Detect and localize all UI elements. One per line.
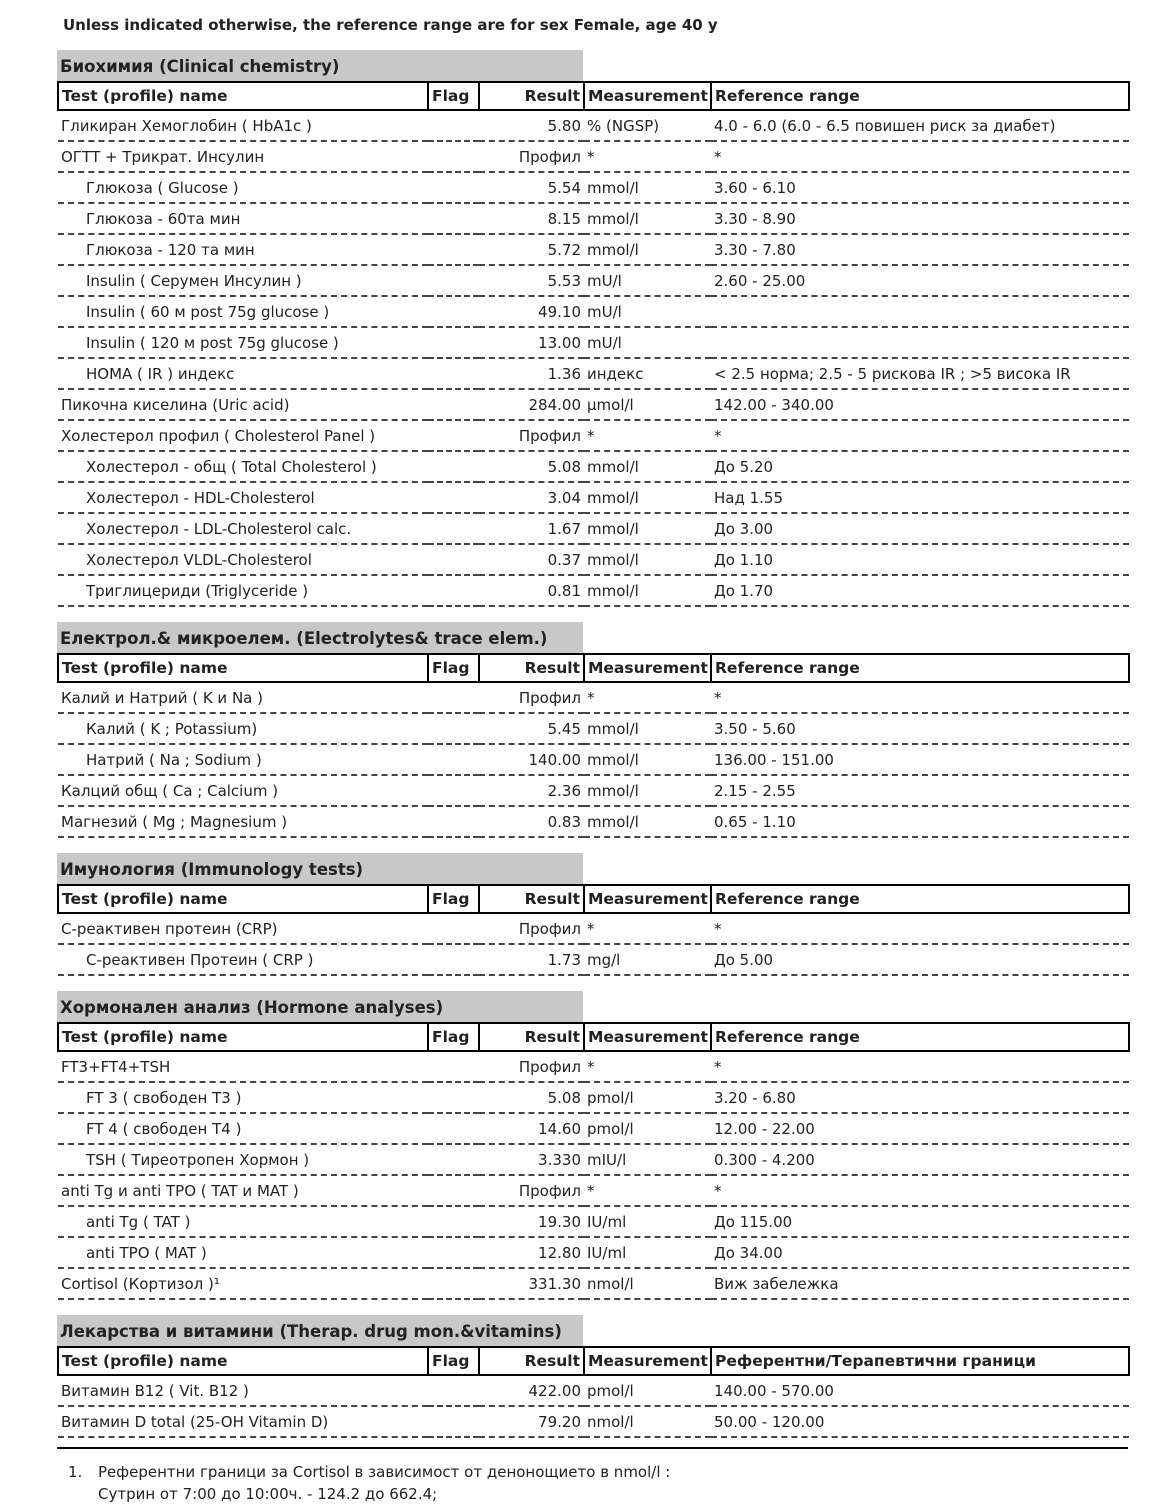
results-table (57, 884, 1130, 976)
test-name: Витамин B12 ( Vit. B12 ) (58, 1375, 428, 1406)
table-row (58, 358, 1129, 389)
result-value: 5.53 (479, 265, 584, 296)
table-row (58, 513, 1129, 544)
result-value: 5.54 (479, 172, 584, 203)
flag-cell (428, 141, 479, 172)
flag-cell (428, 451, 479, 482)
result-value: 140.00 (479, 744, 584, 775)
reference-range: 3.50 - 5.60 (711, 713, 1129, 744)
result-value: 0.83 (479, 806, 584, 837)
section-title: Електрол.& микроелем. (Electrolytes& trace elem.) (57, 622, 583, 653)
flag-cell (428, 682, 479, 713)
result-value: 79.20 (479, 1406, 584, 1437)
flag-cell (428, 482, 479, 513)
section (57, 622, 1128, 838)
measurement-unit: mmol/l (584, 713, 711, 744)
test-name: FT 3 ( свободен T3 ) (58, 1082, 428, 1113)
header-result: Result (479, 1023, 584, 1051)
footnote-line: Сутрин от 7:00 до 10:00ч. - 124.2 до 662.4; (98, 1485, 438, 1503)
flag-cell (428, 203, 479, 234)
test-name: С-реактивен протеин (CRP) (58, 913, 428, 944)
test-name: Гликиран Хемоглобин ( HbA1c ) (58, 110, 428, 141)
measurement-unit: mmol/l (584, 482, 711, 513)
flag-cell (428, 110, 479, 141)
table-row (58, 389, 1129, 420)
test-name: Insulin ( 120 м post 75g glucose ) (58, 327, 428, 358)
table-row (58, 327, 1129, 358)
header-flag: Flag (428, 1023, 479, 1051)
flag-cell (428, 1268, 479, 1299)
table-row (58, 944, 1129, 975)
result-value: 49.10 (479, 296, 584, 327)
result-value: Профил (479, 1051, 584, 1082)
test-name: Холестерол - HDL-Cholesterol (58, 482, 428, 513)
table-row (58, 234, 1129, 265)
table-row (58, 744, 1129, 775)
flag-cell (428, 1406, 479, 1437)
test-name: С-реактивен Протеин ( CRP ) (58, 944, 428, 975)
measurement-unit: µmol/l (584, 389, 711, 420)
reference-range: 0.300 - 4.200 (711, 1144, 1129, 1175)
header-reference: Reference range (711, 654, 1129, 682)
header-reference: Референтни/Терапевтични граници (711, 1347, 1129, 1375)
test-name: Холестерол - LDL-Cholesterol calc. (58, 513, 428, 544)
result-value: 284.00 (479, 389, 584, 420)
header-result: Result (479, 1347, 584, 1375)
reference-range: 136.00 - 151.00 (711, 744, 1129, 775)
table-header (58, 1347, 1129, 1375)
table-row (58, 1268, 1129, 1299)
table-row (58, 1175, 1129, 1206)
flag-cell (428, 420, 479, 451)
measurement-unit: mIU/l (584, 1144, 711, 1175)
table-row (58, 420, 1129, 451)
test-name: Витамин D total (25-OH Vitamin D) (58, 1406, 428, 1437)
table-row (58, 806, 1129, 837)
flag-cell (428, 1113, 479, 1144)
flag-cell (428, 806, 479, 837)
reference-range: < 2.5 норма; 2.5 - 5 рискова IR ; >5 висока IR (711, 358, 1129, 389)
test-name: TSH ( Тиреотропен Хормон ) (58, 1144, 428, 1175)
table-row (58, 1144, 1129, 1175)
measurement-unit: nmol/l (584, 1406, 711, 1437)
header-measurement: Measurement (584, 654, 711, 682)
result-value: 13.00 (479, 327, 584, 358)
table-row (58, 1237, 1129, 1268)
header-measurement: Measurement (584, 1023, 711, 1051)
flag-cell (428, 575, 479, 606)
reference-range: 2.15 - 2.55 (711, 775, 1129, 806)
results-sections (57, 50, 1128, 1453)
flag-cell (428, 1206, 479, 1237)
section (57, 853, 1128, 976)
results-table (57, 81, 1130, 607)
measurement-unit: mg/l (584, 944, 711, 975)
result-value: 8.15 (479, 203, 584, 234)
test-name: Калий ( K ; Potassium) (58, 713, 428, 744)
header-measurement: Measurement (584, 885, 711, 913)
result-value: 331.30 (479, 1268, 584, 1299)
flag-cell (428, 1144, 479, 1175)
results-table (57, 1346, 1130, 1438)
reference-range: До 115.00 (711, 1206, 1129, 1237)
footnote-number: 1. (68, 1463, 83, 1481)
reference-range: * (711, 141, 1129, 172)
result-value: Профил (479, 1175, 584, 1206)
flag-cell (428, 296, 479, 327)
table-header (58, 82, 1129, 110)
result-value: 2.36 (479, 775, 584, 806)
test-name: Холестерол - общ ( Total Cholesterol ) (58, 451, 428, 482)
reference-range: 2.60 - 25.00 (711, 265, 1129, 296)
reference-range: 50.00 - 120.00 (711, 1406, 1129, 1437)
result-value: 3.04 (479, 482, 584, 513)
measurement-unit: nmol/l (584, 1268, 711, 1299)
header-measurement: Measurement (584, 1347, 711, 1375)
result-value: 14.60 (479, 1113, 584, 1144)
result-value: Профил (479, 141, 584, 172)
flag-cell (428, 513, 479, 544)
test-name: Cortisol (Кортизол )¹ (58, 1268, 428, 1299)
flag-cell (428, 1082, 479, 1113)
reference-range: 3.60 - 6.10 (711, 172, 1129, 203)
measurement-unit: индекс (584, 358, 711, 389)
measurement-unit: * (584, 913, 711, 944)
reference-range: 3.30 - 7.80 (711, 234, 1129, 265)
table-row (58, 1051, 1129, 1082)
reference-range: * (711, 913, 1129, 944)
result-value: 422.00 (479, 1375, 584, 1406)
table-row (58, 713, 1129, 744)
flag-cell (428, 744, 479, 775)
header-name: Test (profile) name (58, 82, 428, 110)
flag-cell (428, 713, 479, 744)
section-title: Биохимия (Clinical chemistry) (57, 50, 583, 81)
measurement-unit: pmol/l (584, 1113, 711, 1144)
table-row (58, 141, 1129, 172)
reference-range: Виж забележка (711, 1268, 1129, 1299)
measurement-unit: IU/ml (584, 1237, 711, 1268)
reference-range: * (711, 420, 1129, 451)
result-value: 5.45 (479, 713, 584, 744)
reference-range: 0.65 - 1.10 (711, 806, 1129, 837)
test-name: Insulin ( Серумен Инсулин ) (58, 265, 428, 296)
table-row (58, 265, 1129, 296)
test-name: anti Tg ( TAT ) (58, 1206, 428, 1237)
measurement-unit: mU/l (584, 296, 711, 327)
reference-range: 142.00 - 340.00 (711, 389, 1129, 420)
section-title: Имунология (Immunology tests) (57, 853, 583, 884)
table-row (58, 203, 1129, 234)
test-name: Глюкоза ( Glucose ) (58, 172, 428, 203)
reference-range: 12.00 - 22.00 (711, 1113, 1129, 1144)
test-name: Калций общ ( Ca ; Calcium ) (58, 775, 428, 806)
section (57, 991, 1128, 1300)
measurement-unit: mU/l (584, 327, 711, 358)
measurement-unit: mmol/l (584, 451, 711, 482)
test-name: Пикочна киселина (Uric acid) (58, 389, 428, 420)
flag-cell (428, 234, 479, 265)
flag-cell (428, 913, 479, 944)
header-reference: Reference range (711, 1023, 1129, 1051)
test-name: Калий и Натрий ( K и Na ) (58, 682, 428, 713)
reference-range: 3.20 - 6.80 (711, 1082, 1129, 1113)
test-name: Натрий ( Na ; Sodium ) (58, 744, 428, 775)
table-row (58, 110, 1129, 141)
header-name: Test (profile) name (58, 1347, 428, 1375)
reference-range: 3.30 - 8.90 (711, 203, 1129, 234)
test-name: FT3+FT4+TSH (58, 1051, 428, 1082)
result-value: 5.72 (479, 234, 584, 265)
header-flag: Flag (428, 885, 479, 913)
header-measurement: Measurement (584, 82, 711, 110)
result-value: Профил (479, 913, 584, 944)
table-row (58, 775, 1129, 806)
reference-range: До 1.10 (711, 544, 1129, 575)
reference-range: Над 1.55 (711, 482, 1129, 513)
flag-cell (428, 944, 479, 975)
table-header (58, 1023, 1129, 1051)
test-name: Триглицериди (Triglyceride ) (58, 575, 428, 606)
table-row (58, 172, 1129, 203)
reference-range: До 34.00 (711, 1237, 1129, 1268)
reference-range (711, 296, 1129, 327)
measurement-unit: mmol/l (584, 575, 711, 606)
section-title: Лекарства и витамини (Therap. drug mon.&vitamins) (57, 1315, 583, 1346)
test-name: Холестерол VLDL-Cholesterol (58, 544, 428, 575)
test-name: anti Tg и anti TPO ( TAT и MAT ) (58, 1175, 428, 1206)
test-name: anti TPO ( MAT ) (58, 1237, 428, 1268)
measurement-unit: * (584, 682, 711, 713)
test-name: HOMA ( IR ) индекс (58, 358, 428, 389)
table-row (58, 1082, 1129, 1113)
measurement-unit: mmol/l (584, 744, 711, 775)
result-value: Профил (479, 420, 584, 451)
measurement-unit: mmol/l (584, 203, 711, 234)
measurement-unit: % (NGSP) (584, 110, 711, 141)
section (57, 50, 1128, 607)
measurement-unit: IU/ml (584, 1206, 711, 1237)
header-result: Result (479, 885, 584, 913)
test-name: Глюкоза - 120 та мин (58, 234, 428, 265)
test-name: Глюкоза - 60та мин (58, 203, 428, 234)
reference-range: 140.00 - 570.00 (711, 1375, 1129, 1406)
measurement-unit: * (584, 420, 711, 451)
results-table (57, 1022, 1130, 1300)
test-name: Магнезий ( Mg ; Magnesium ) (58, 806, 428, 837)
flag-cell (428, 327, 479, 358)
result-value: 1.73 (479, 944, 584, 975)
header-name: Test (profile) name (58, 654, 428, 682)
reference-range: * (711, 1051, 1129, 1082)
flag-cell (428, 775, 479, 806)
result-value: 1.67 (479, 513, 584, 544)
measurement-unit: * (584, 1175, 711, 1206)
test-name: FT 4 ( свободен T4 ) (58, 1113, 428, 1144)
footnote-line: Референтни граници за Cortisol в зависимост от денонощието в nmol/l : (98, 1463, 671, 1481)
footnotes (57, 1447, 1128, 1505)
measurement-unit: mmol/l (584, 544, 711, 575)
flag-cell (428, 389, 479, 420)
flag-cell (428, 1237, 479, 1268)
test-name: ОГТТ + Трикрат. Инсулин (58, 141, 428, 172)
result-value: 5.08 (479, 1082, 584, 1113)
reference-range: До 3.00 (711, 513, 1129, 544)
reference-range: * (711, 1175, 1129, 1206)
test-name: Insulin ( 60 м post 75g glucose ) (58, 296, 428, 327)
table-row (58, 913, 1129, 944)
header-flag: Flag (428, 82, 479, 110)
table-row (58, 451, 1129, 482)
table-header (58, 885, 1129, 913)
header-flag: Flag (428, 654, 479, 682)
table-row (58, 682, 1129, 713)
result-value: 5.08 (479, 451, 584, 482)
table-row (58, 296, 1129, 327)
flag-cell (428, 1051, 479, 1082)
measurement-unit: mmol/l (584, 234, 711, 265)
result-value: 19.30 (479, 1206, 584, 1237)
flag-cell (428, 1175, 479, 1206)
result-value: Профил (479, 682, 584, 713)
header-name: Test (profile) name (58, 1023, 428, 1051)
measurement-unit: mmol/l (584, 806, 711, 837)
result-value: 0.37 (479, 544, 584, 575)
section-title: Хормонален анализ (Hormone analyses) (57, 991, 583, 1022)
reference-range: 4.0 - 6.0 (6.0 - 6.5 повишен риск за диабет) (711, 110, 1129, 141)
header-result: Result (479, 82, 584, 110)
result-value: 3.330 (479, 1144, 584, 1175)
measurement-unit: * (584, 141, 711, 172)
reference-range: До 5.20 (711, 451, 1129, 482)
result-value: 1.36 (479, 358, 584, 389)
reference-range (711, 327, 1129, 358)
measurement-unit: * (584, 1051, 711, 1082)
test-name: Холестерол профил ( Cholesterol Panel ) (58, 420, 428, 451)
header-reference: Reference range (711, 82, 1129, 110)
measurement-unit: mmol/l (584, 172, 711, 203)
section (57, 1315, 1128, 1438)
table-row (58, 575, 1129, 606)
header-reference: Reference range (711, 885, 1129, 913)
reference-range: До 5.00 (711, 944, 1129, 975)
table-header (58, 654, 1129, 682)
table-row (58, 1406, 1129, 1437)
result-value: 5.80 (479, 110, 584, 141)
measurement-unit: mmol/l (584, 775, 711, 806)
reference-note: Unless indicated otherwise, the reference range are for sex Female, age 40 y (63, 16, 718, 34)
table-row (58, 544, 1129, 575)
flag-cell (428, 1375, 479, 1406)
flag-cell (428, 265, 479, 296)
measurement-unit: pmol/l (584, 1082, 711, 1113)
measurement-unit: mU/l (584, 265, 711, 296)
result-value: 0.81 (479, 575, 584, 606)
measurement-unit: mmol/l (584, 513, 711, 544)
table-row (58, 1375, 1129, 1406)
flag-cell (428, 172, 479, 203)
results-table (57, 653, 1130, 838)
reference-range: До 1.70 (711, 575, 1129, 606)
flag-cell (428, 544, 479, 575)
flag-cell (428, 358, 479, 389)
measurement-unit: pmol/l (584, 1375, 711, 1406)
header-name: Test (profile) name (58, 885, 428, 913)
table-row (58, 1206, 1129, 1237)
header-flag: Flag (428, 1347, 479, 1375)
result-value: 12.80 (479, 1237, 584, 1268)
table-row (58, 1113, 1129, 1144)
reference-range: * (711, 682, 1129, 713)
header-result: Result (479, 654, 584, 682)
table-row (58, 482, 1129, 513)
